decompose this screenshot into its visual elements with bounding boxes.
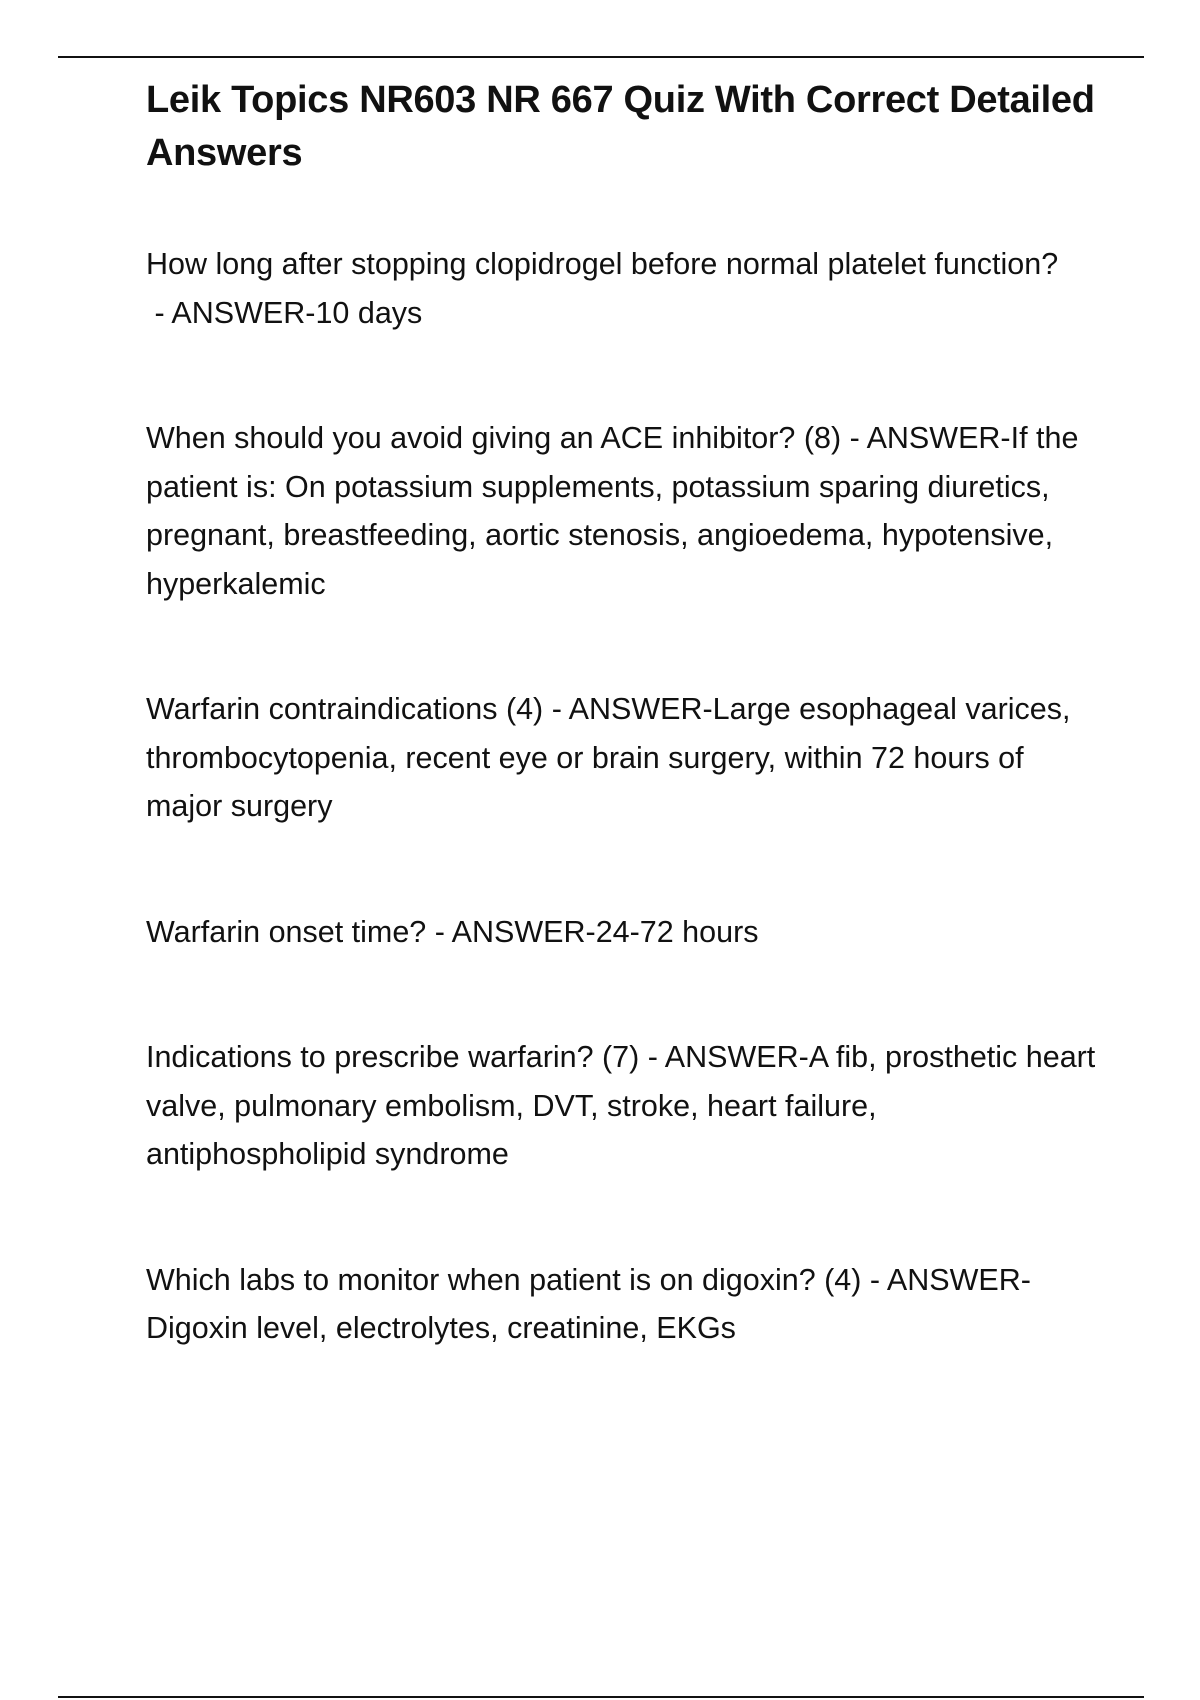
question-text: When should you avoid giving an ACE inhibitor? (8) xyxy=(146,421,842,455)
question-text: Warfarin onset time? xyxy=(146,914,427,949)
separator: - xyxy=(841,421,867,455)
separator: - xyxy=(861,1262,887,1297)
answer-text: 10 days xyxy=(315,295,423,330)
answer-text: 24-72 hours xyxy=(595,914,759,949)
question-text: Indications to prescribe warfarin? (7) xyxy=(146,1040,640,1074)
top-rule xyxy=(58,56,1144,58)
answer-prefix: ANSWER- xyxy=(886,1262,1031,1297)
qa-item xyxy=(146,685,1096,831)
qa-item xyxy=(146,908,1096,957)
separator: - xyxy=(543,692,569,726)
qa-item xyxy=(146,1033,1096,1179)
answer-prefix: ANSWER- xyxy=(451,914,596,949)
question-text: How long after stopping clopidrogel before normal platelet function? xyxy=(146,247,1059,281)
answer-prefix: ANSWER- xyxy=(568,692,713,726)
question-text: Which labs to monitor when patient is on digoxin? (4) xyxy=(146,1262,862,1297)
answer-prefix: ANSWER- xyxy=(664,1040,809,1074)
separator: - xyxy=(426,914,452,949)
qa-item xyxy=(146,1256,1096,1353)
answer-text: If the patient is: On potassium supplements, potassium sparing diuretics, pregnant, breastfeeding, aortic stenosis, angioedema, hypotensive, hyperkalemic xyxy=(146,421,1079,601)
answer-text: Large esophageal varices, thrombocytopenia, recent eye or brain surgery, within 72 hours of major surgery xyxy=(146,692,1071,823)
bottom-rule xyxy=(58,1696,1144,1698)
document-title: Leik Topics NR603 NR 667 Quiz With Correct Detailed Answers xyxy=(146,79,1095,174)
separator: - xyxy=(146,295,172,330)
question-text: Warfarin contraindications (4) xyxy=(146,692,544,726)
qa-item xyxy=(146,414,1096,608)
answer-text: A fib, prosthetic heart valve, pulmonary embolism, DVT, stroke, heart failure, antiphospholipid syndrome xyxy=(146,1040,1096,1171)
answer-text: Digoxin level, electrolytes, creatinine, EKGs xyxy=(146,1311,736,1345)
answer-prefix: ANSWER- xyxy=(171,295,316,330)
qa-list xyxy=(146,240,1096,1353)
answer-prefix: ANSWER- xyxy=(866,421,1011,455)
separator: - xyxy=(639,1040,665,1074)
document-body xyxy=(146,74,1096,1353)
qa-item xyxy=(146,240,1096,337)
